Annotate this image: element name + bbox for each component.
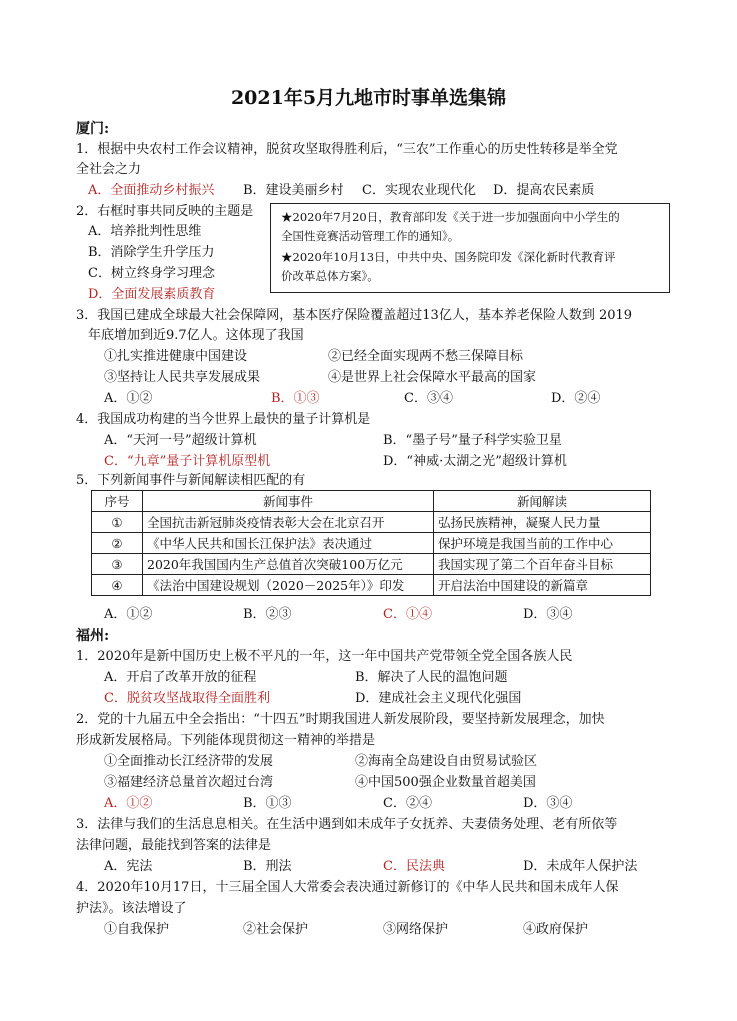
option: D．“神威·太湖之光”超级计算机 (383, 454, 567, 469)
option: C．②④ (383, 796, 432, 811)
question-text: 2．党的十九届五中全会指出：“十四五”时期我国进人新发展阶段，要坚持新发展理念，加快 (76, 712, 605, 727)
table-row (92, 575, 651, 596)
question-text: 3．法律与我们的生活息息相关。在生活中遇到如未成年子女抚养、夫妻债务处理、老有所依等 (76, 817, 618, 832)
option: B．“墨子号”量子科学实验卫星 (383, 433, 562, 448)
statement: ①自我保护 (104, 922, 170, 937)
option: C．③④ (404, 391, 453, 406)
table-cell: 保护环境是我国当前的工作中心 (434, 533, 651, 554)
option: D．未成年人保护法 (523, 859, 638, 874)
option-correct: C．脱贫攻坚战取得全面胜利 (104, 691, 270, 706)
option: D．提高农民素质 (493, 183, 595, 198)
option: B．解决了人民的温饱问题 (355, 670, 508, 685)
question-text: 1．2020年是新中国历史上极不平凡的一年，这一年中国共产党带领全党全国各族人民 (76, 649, 573, 664)
option: B．刑法 (243, 859, 292, 874)
option: B．②③ (243, 607, 292, 622)
option-correct: C．民法典 (383, 859, 445, 874)
question-text: 形成新发展格局。下列能体现贯彻这一精神的举措是 (76, 733, 376, 748)
section-heading-xiamen: 厦门: (76, 121, 110, 137)
question-text: 3．我国已建成全球最大社会保障网，基本医疗保险覆盖超过13亿人，基本养老保险人数到 2019 (76, 308, 633, 323)
question-text: 1．根据中央农村工作会议精神，脱贫攻坚取得胜利后，“三农”工作重心的历史性转移是举全党 (76, 142, 618, 157)
option: A．培养批判性思维 (88, 224, 202, 239)
option: A．“天河一号”超级计算机 (104, 433, 257, 448)
option-correct: A．全面推动乡村振兴 (88, 183, 215, 198)
table-cell: ③ (92, 554, 143, 575)
table-cell: 全国抗击新冠肺炎疫情表彰大会在北京召开 (143, 512, 434, 533)
table-header-row (92, 491, 651, 512)
news-box (270, 203, 670, 293)
option-correct: D．全面发展素质教育 (88, 287, 216, 302)
table-header: 新闻事件 (143, 491, 434, 512)
table-cell: 开启法治中国建设的新篇章 (434, 575, 651, 596)
option: D．②④ (551, 391, 601, 406)
statement: ③福建经济总量首次超过台湾 (104, 775, 274, 790)
table-cell: 弘扬民族精神，凝聚人民力量 (434, 512, 651, 533)
table-cell: ④ (92, 575, 143, 596)
statement: ①全面推动长江经济带的发展 (104, 754, 274, 769)
option: B．建设美丽乡村 (243, 183, 344, 198)
page-title: 2021年5月九地市时事单选集锦 (230, 87, 507, 109)
table-cell: 《中华人民共和国长江保护法》表决通过 (143, 533, 434, 554)
option-correct: B．①③ (271, 391, 320, 406)
option: A．开启了改革开放的征程 (104, 670, 257, 685)
statement: ④是世界上社会保障水平最高的国家 (328, 370, 537, 385)
table-cell: 2020年我国国内生产总值首次突破100万亿元 (143, 554, 434, 575)
statement: ②已经全面实现两不愁三保障目标 (328, 349, 524, 364)
table-row (92, 512, 651, 533)
option-correct: C．①④ (383, 607, 432, 622)
option: D．建成社会主义现代化强国 (355, 691, 522, 706)
statement: ②海南全岛建设自由贸易试验区 (355, 754, 538, 769)
statement: ①扎实推进健康中国建设 (104, 349, 248, 364)
question-text: 4．我国成功构建的当今世界上最快的量子计算机是 (76, 412, 371, 427)
statement: ④中国500强企业数量首超美国 (355, 775, 536, 790)
table-row (92, 554, 651, 575)
box-line: 全国性竞赛活动管理工作的通知》。 (281, 229, 460, 243)
option: D．③④ (523, 796, 573, 811)
question-text: 5．下列新闻事件与新闻解读相匹配的有 (76, 473, 306, 488)
box-line: ★2020年10月13日，中共中央、国务院印发《深化新时代教育评 (281, 250, 616, 264)
table-cell: 我国实现了第二个百年奋斗目标 (434, 554, 651, 575)
table-header: 新闻解读 (434, 491, 651, 512)
option: B．消除学生升学压力 (88, 245, 215, 260)
question-text: 4．2020年10月17日，十三届全国人大常委会表决通过新修订的《中华人民共和国未成年人保 (76, 880, 619, 895)
option-correct: A．①② (104, 796, 153, 811)
option: C．实现农业现代化 (362, 183, 476, 198)
statement: ③网络保护 (383, 922, 449, 937)
question-text: 全社会之力 (76, 162, 142, 177)
question-text: 2．右框时事共同反映的主题是 (76, 204, 254, 219)
option: C．树立终身学习理念 (88, 266, 215, 281)
statement: ④政府保护 (523, 922, 589, 937)
option: A．①② (104, 391, 153, 406)
question-text: 护法》。该法增设了 (76, 901, 187, 916)
option: A．①② (104, 607, 153, 622)
statement: ③坚持让人民共享发展成果 (104, 370, 261, 385)
option-correct: C．“九章”量子计算机原型机 (104, 454, 271, 469)
section-heading-fuzhou: 福州: (76, 628, 110, 644)
table-row (92, 533, 651, 554)
option: D．③④ (523, 607, 573, 622)
option: B．①③ (243, 796, 292, 811)
question-text: 法律问题，最能找到答案的法律是 (76, 838, 272, 853)
box-line: 价改革总体方案》。 (281, 269, 379, 283)
news-table (91, 490, 651, 596)
option: A．宪法 (104, 859, 153, 874)
statement: ②社会保护 (243, 922, 309, 937)
table-cell: ② (92, 533, 143, 554)
table-header: 序号 (92, 491, 143, 512)
box-line: ★2020年7月20日，教育部印发《关于进一步加强面向中小学生的 (281, 210, 620, 224)
table-cell: 《法治中国建设规划（2020－2025年）》印发 (143, 575, 434, 596)
question-text: 年底增加到近9.7亿人。这体现了我国 (88, 328, 304, 343)
table-cell: ① (92, 512, 143, 533)
